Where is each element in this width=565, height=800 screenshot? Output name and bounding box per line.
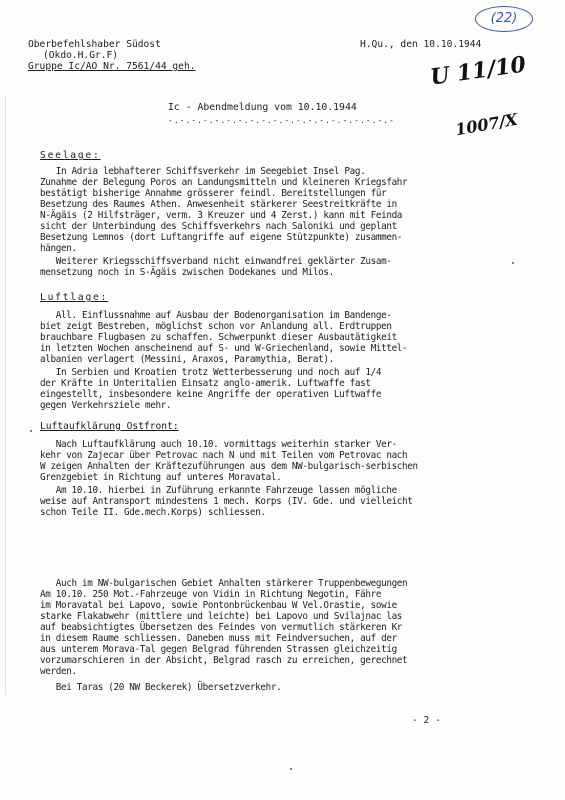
- text-line: Auch im NW-bulgarischen Gebiet Anhalten stärkerer Truppenbewegungen: [40, 578, 408, 589]
- text-line: Besetzung Lemnos (dort Luftangriffe auf eigene Stützpunkte) zusammen-: [40, 232, 403, 243]
- text-line: biet zeigt Bestreben, möglichst schon vor Anlandung all. Erdtruppen: [40, 321, 392, 332]
- text-line: starke Flakabwehr (mittlere und leichte) bei Lapovo und Svilajnac las: [40, 611, 403, 622]
- scan-speck: [290, 768, 292, 770]
- text-line: N-Ägäis (2 Hilfsträger, verm. 3 Kreuzer und 4 Zerst.) kann mit Feinda: [40, 210, 403, 221]
- handwritten-initials: U 11/10: [428, 51, 528, 91]
- text-line: aus unterem Morava-Tal gegen Belgrad führenden Strassen gleichzeitig: [40, 644, 397, 655]
- archive-number-stamp: (22): [475, 6, 533, 32]
- text-line: mensetzung noch in S-Ägäis zwischen Dodekanes und Milos.: [40, 267, 334, 278]
- text-line: Nach Luftaufklärung auch 10.10. vormittags weiterhin starker Ver-: [40, 439, 397, 450]
- location-date: H.Qu., den 10.10.1944: [360, 39, 482, 50]
- sender-unit-command: (Okdo.H.Gr.F): [43, 50, 119, 61]
- sender-unit-name: Oberbefehlshaber Südost: [28, 39, 161, 50]
- section-heading-luftaufklaerung: Luftaufklärung Ostfront:: [40, 421, 179, 432]
- document-title: Ic - Abendmeldung vom 10.10.1944: [168, 102, 357, 113]
- text-line: auf beabsichtigtes Übersetzen des Feindes von vermutlich stärkeren Kr: [40, 622, 403, 633]
- text-line: Am 10.10. 250 Mot.-Fahrzeuge von Vidin in Richtung Negotin, Fähre: [40, 589, 382, 600]
- text-line: Am 10.10. hierbei in Zuführung erkannte Fahrzeuge lassen mögliche: [40, 485, 397, 496]
- text-line: sicht der Unterbindung des Schiffsverkehrs nach Saloniki und geplant: [40, 221, 397, 232]
- text-line: im Moravatal bei Lapovo, sowie Pontonbrückenbau W Vel.Orastie, sowie: [40, 600, 397, 611]
- text-line: Zunahme der Belegung Poros an Landungsmitteln und kleineren Kriegsfahr: [40, 177, 408, 188]
- text-line: in diesem Raume schliessen. Daneben muss mit Feindversuchen, auf der: [40, 633, 397, 644]
- text-line: All. Einflussnahme auf Ausbau der Bodenorganisation im Bandenge-: [40, 310, 392, 321]
- scan-speck: [30, 430, 32, 432]
- text-line: In Serbien und Kroatien trotz Wetterbesserung und noch auf 1/4: [40, 367, 382, 378]
- text-line: eingestellt, insbesondere keine Angriffe der operativen Luftwaffe: [40, 389, 382, 400]
- section-heading-seelage: Seelage:: [40, 150, 101, 161]
- text-line: Bei Taras (20 NW Beckerek) Übersetzverkehr.: [40, 682, 282, 693]
- text-line: W zeigen Anhalten der Kräftezuführungen aus dem NW-bulgarisch-serbischen: [40, 461, 418, 472]
- text-line: kehr von Zajecar über Petrovac nach N und mit Teilen vom Petrovac nach: [40, 450, 408, 461]
- text-line: weise auf Antransport mindestens 1 mech. Korps (IV. Gde. und vielleicht: [40, 496, 413, 507]
- text-line: hängen.: [40, 243, 77, 254]
- text-line: schon Teile II. Gde.mech.Korps) schliessen.: [40, 507, 266, 518]
- closing-page-mark: - 2 -: [412, 715, 441, 726]
- text-line: vorzumarschieren in der Absicht, Belgrad rasch zu erreichen, gerechnet: [40, 655, 408, 666]
- text-line: werden.: [40, 666, 77, 677]
- text-line: In Adria lebhafterer Schiffsverkehr im Seegebiet Insel Pag.: [40, 166, 366, 177]
- scan-speck: [512, 262, 514, 264]
- text-line: gegen Verkehrsziele mehr.: [40, 400, 172, 411]
- text-line: in letzten Wochen anscheinend auf S- und W-Griechenland, sowie Mittel-: [40, 343, 408, 354]
- text-line: Besetzung des Raumes Athen. Anwesenheit stärkerer Seestreitkräfte in: [40, 199, 397, 210]
- text-line: brauchbare Flugbasen zu schaffen. Schwerpunkt dieser Ausbautätigkeit: [40, 332, 397, 343]
- handwritten-note: 1007/X: [453, 109, 519, 140]
- text-line: Grenzgebiet in Richtung auf unteres Moravatal.: [40, 472, 282, 483]
- scan-edge-shadow: [5, 95, 6, 695]
- text-line: Weiterer Kriegsschiffsverband nicht einwandfrei geklärter Zusam-: [40, 256, 392, 267]
- file-reference: Gruppe Ic/AO Nr. 7561/44 geh.: [28, 61, 196, 72]
- text-line: albanien verlagert (Messini, Araxos, Paramythia, Berat).: [40, 354, 334, 365]
- text-line: der Kräfte in Unteritalien Einsatz anglo-amerik. Luftwaffe fast: [40, 378, 371, 389]
- title-underline: -.-.-.-.-.-.-.-.-.-.-.-.-.-.-.-.-.-.-.-: [168, 116, 395, 125]
- section-heading-luftlage: Luftlage:: [40, 292, 109, 303]
- text-line: bestätigt bisherige Annahme grösserer feindl. Bereitstellungen für: [40, 188, 387, 199]
